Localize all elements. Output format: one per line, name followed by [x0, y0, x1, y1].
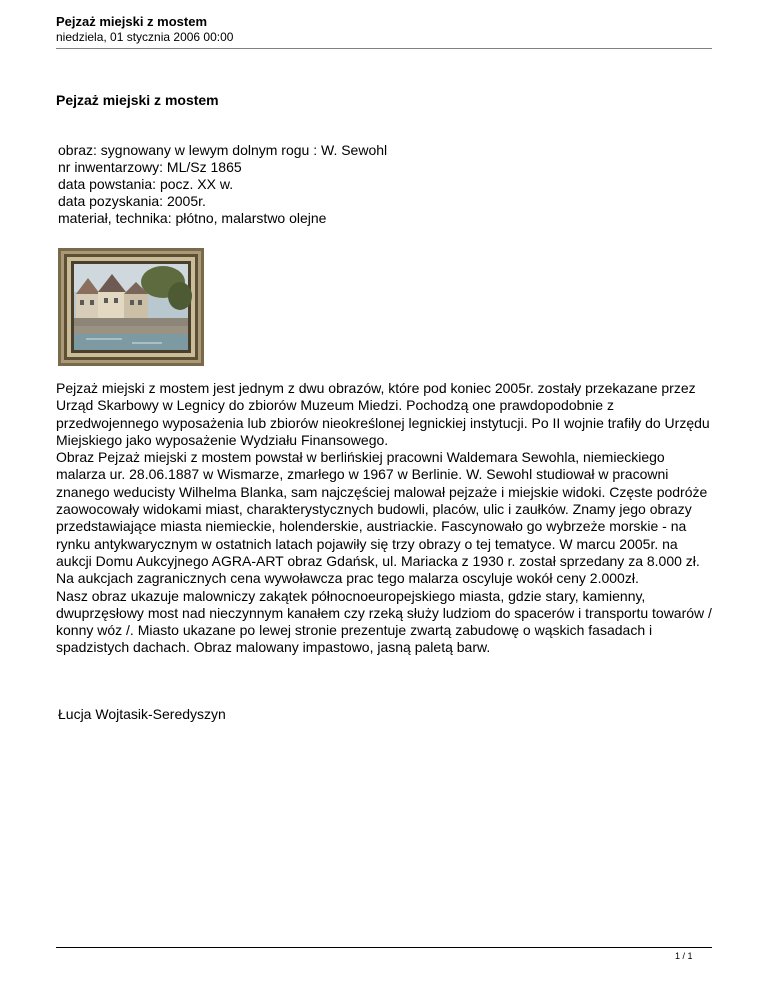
paragraph-provenance: Pejzaż miejski z mostem jest jednym z dwu obrazów, które pod koniec 2005r. zostały przekazane przez Urząd Skarbowy w Legnicy do zbiorów Muzeum Miedzi. Pochodzą one prawdopodobnie z przedwojennego wyposażenia lub zbiorów nieokreślonej legnickiej instytucji. Po II wojnie trafiły do Urzędu Miejskiego jako wyposażenie Wydziału Finansowego. — [56, 380, 710, 448]
footer-divider — [56, 947, 712, 948]
page-header — [56, 14, 712, 45]
paragraph-description: Nasz obraz ukazuje malowniczy zakątek północnoeuropejskiego miasta, gdzie stary, kamienny, dwuprzęsłowy most nad nieczynnym kanałem czy rzeką służy ludziom do spacerów i transportu towarów / konny wóz /. Miasto ukazane po lewej stronie prezentuje zwartą zabudowę o wąskich fasadach i spadzistych dachach. Obraz malowany impastowo, jasną paletą barw. — [56, 587, 712, 656]
meta-inventory-number: nr inwentarzowy: ML/Sz 1865 — [58, 159, 242, 175]
paragraph-artist: Obraz Pejzaż miejski z mostem powstał w berlińskiej pracowni Waldemara Sewohla, niemieckiego malarza ur. 28.06.1887 w Wismarze, zmarłego w 1967 w Berlinie. W. Sewohl studiował w pracowni znanego weducisty Wilhelma Blanka, sam najczęściej malował pejzaże i miejskie widoki. Częste podróże zaowocowały widokami miast, charakterystycznych budowli, placów, ulic i zaułków. Znamy jego obrazy przedstawiające miasta niemieckie, holenderskie, austriackie. Fascynowało go wybrzeże morskie - na rynku antykwarycznym w ostatnich latach pojawiły się trzy obrazy o tej tematyce. W marcu 2005r. na aukcji Domu Aukcyjnego AGRA-ART obraz Gdańsk, ul. Mariacka z 1930 r. został sprzedany za 8.000 zł. Na aukcjach zagranicznych cena wywoławcza prac tego malarza oscyluje wokół ceny 2.000zł. — [56, 449, 708, 587]
painting-illustration — [58, 248, 204, 366]
header-divider — [56, 48, 712, 49]
meta-acquisition-date: data pozyskania: 2005r. — [58, 193, 206, 209]
page-number: 1 / 1 — [675, 951, 693, 961]
header-title: Pejzaż miejski z mostem — [56, 14, 208, 29]
article-body — [56, 380, 716, 657]
painting-image — [58, 248, 204, 366]
meta-signature: obraz: sygnowany w lewym dolnym rogu : W. Sewohl — [58, 142, 388, 158]
article-author: Łucja Wojtasik-Seredyszyn — [58, 706, 226, 722]
header-date: niedziela, 01 stycznia 2006 00:00 — [56, 30, 234, 44]
meta-technique: materiał, technika: płótno, malarstwo olejne — [58, 210, 327, 226]
meta-creation-date: data powstania: pocz. XX w. — [58, 176, 234, 192]
article-title: Pejzaż miejski z mostem — [56, 92, 219, 108]
artwork-metadata — [58, 142, 387, 227]
